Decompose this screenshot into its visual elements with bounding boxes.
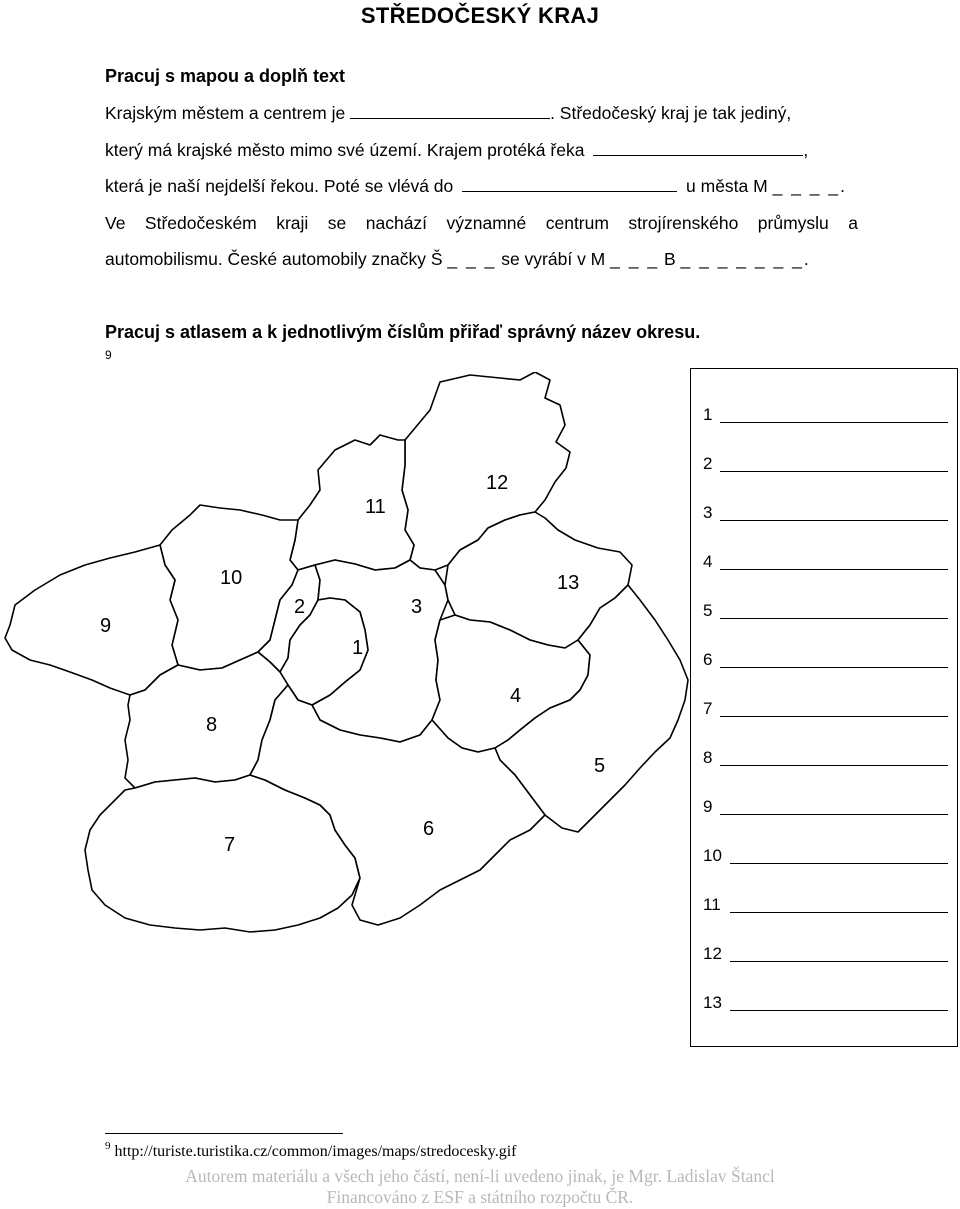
answer-row: 4 bbox=[703, 548, 948, 572]
answer-row: 6 bbox=[703, 646, 948, 670]
answer-row: 2 bbox=[703, 450, 948, 474]
map-label-11: 11 bbox=[365, 496, 386, 518]
fill-in-paragraph bbox=[105, 95, 858, 278]
answer-row: 5 bbox=[703, 597, 948, 621]
answer-line[interactable] bbox=[720, 765, 948, 766]
map-label-10: 10 bbox=[220, 567, 243, 589]
answer-line[interactable] bbox=[720, 569, 948, 570]
footnote-rule bbox=[105, 1133, 343, 1134]
answer-line[interactable] bbox=[720, 716, 948, 717]
footer-author: Autorem materiálu a všech jeho částí, není-li uvedeno jinak, je Mgr. Ladislav Štancl bbox=[185, 1166, 775, 1186]
footnote: $^9$ http://turiste.turistika.cz/common/images/maps/stredocesky.gif bbox=[105, 1140, 517, 1160]
map-label-8: 8 bbox=[206, 714, 218, 736]
answer-line[interactable] bbox=[730, 1010, 948, 1011]
footnote-url[interactable]: http://turiste.turistika.cz/common/images/maps/stredocesky.gif bbox=[114, 1143, 517, 1160]
answer-line[interactable] bbox=[730, 912, 948, 913]
blank-mesto-m[interactable]: _ _ _ _. bbox=[772, 176, 847, 196]
paragraph-line-2: který má krajské město mimo své území. Krajem protéká řeka , bbox=[105, 139, 809, 160]
answer-row: 13 bbox=[703, 989, 948, 1013]
section1-heading: Pracuj s mapou a doplň text bbox=[105, 66, 346, 86]
blank-b[interactable]: _ _ _ _ _ _ _. bbox=[680, 249, 811, 269]
answer-row: 7 bbox=[703, 695, 948, 719]
map-label-12: 12 bbox=[486, 472, 509, 494]
answer-row: 9 bbox=[703, 793, 948, 817]
answer-row: 3 bbox=[703, 499, 948, 523]
footer-funding: Financováno z ESF a státního rozpočtu ČR. bbox=[326, 1187, 634, 1207]
map-label-6: 6 bbox=[423, 818, 435, 840]
blank-krajske-mesto[interactable] bbox=[350, 102, 550, 119]
region-9 bbox=[5, 545, 178, 695]
paragraph-line-4: Ve Středočeském kraji se nachází významné centrum strojírenského průmyslu a bbox=[105, 212, 858, 233]
blank-reka[interactable] bbox=[593, 139, 803, 156]
answer-line[interactable] bbox=[720, 814, 948, 815]
answer-row: 11 bbox=[703, 891, 948, 915]
answer-row: 8 bbox=[703, 744, 948, 768]
answer-line[interactable] bbox=[730, 961, 948, 962]
map-label-3: 3 bbox=[411, 596, 423, 618]
blank-m[interactable]: _ _ _ bbox=[610, 249, 660, 269]
blank-znacka[interactable]: _ _ _ bbox=[447, 249, 497, 269]
map-label-7: 7 bbox=[224, 834, 236, 856]
answer-row: 12 bbox=[703, 940, 948, 964]
map-label-5: 5 bbox=[594, 755, 606, 777]
map-label-2: 2 bbox=[294, 596, 306, 618]
map-label-9: 9 bbox=[100, 615, 112, 637]
answer-box bbox=[690, 368, 958, 1047]
paragraph-line-1: Krajským městem a centrem je . Středočeský kraj je tak jediný, bbox=[105, 103, 792, 123]
map-label-13: 13 bbox=[557, 572, 580, 594]
map-label-4: 4 bbox=[510, 685, 522, 707]
page-title: STŘEDOČESKÝ KRAJ bbox=[360, 3, 600, 28]
paragraph-line-5: automobilismu. České automobily značky Š _ _ _ se vyrábí v M _ _ _ B _ _ _ _ _ _ _. bbox=[105, 249, 811, 269]
district-map bbox=[0, 372, 690, 937]
answer-line[interactable] bbox=[720, 471, 948, 472]
section2-heading: Pracuj s atlasem a k jednotlivým číslům přiřaď správný název okresu. bbox=[105, 322, 701, 342]
answer-line[interactable] bbox=[730, 863, 948, 864]
answer-line[interactable] bbox=[720, 422, 948, 423]
answer-line[interactable] bbox=[720, 618, 948, 619]
blank-vleva-do[interactable] bbox=[462, 175, 677, 192]
paragraph-line-3: která je naší nejdelší řekou. Poté se vlévá do u města M _ _ _ _. bbox=[105, 176, 847, 196]
map-label-1: 1 bbox=[352, 637, 364, 659]
answer-line[interactable] bbox=[720, 667, 948, 668]
answer-line[interactable] bbox=[720, 520, 948, 521]
answer-row: 10 bbox=[703, 842, 948, 866]
region-11 bbox=[290, 435, 414, 570]
answer-row: 1 bbox=[703, 401, 948, 425]
footnote-reference: 9 bbox=[105, 348, 112, 362]
